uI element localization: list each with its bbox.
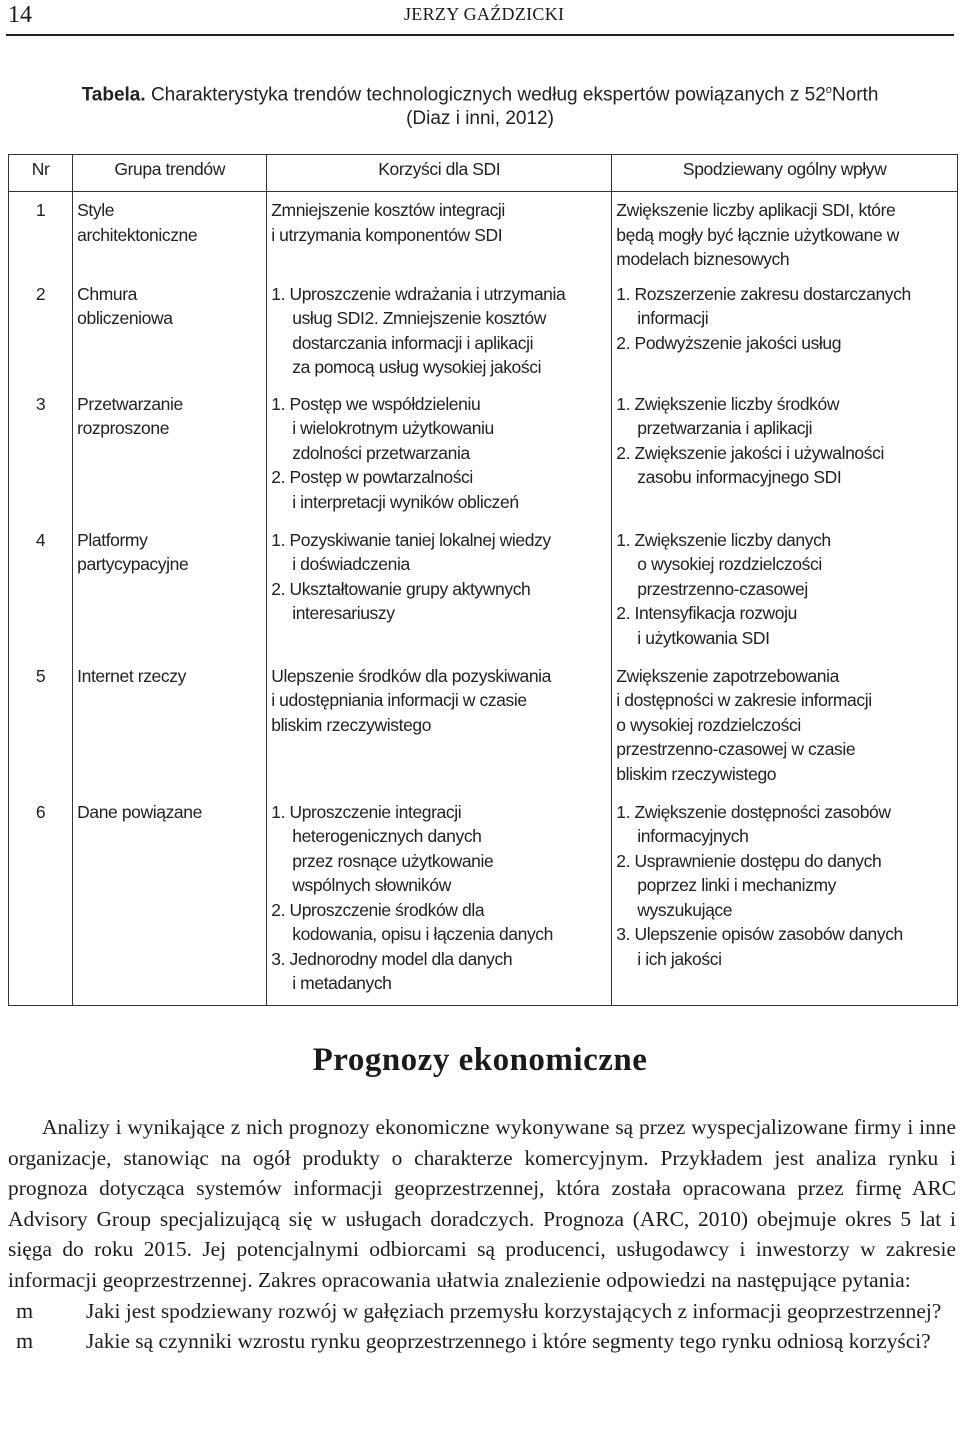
impact-line: o wysokiej rozdzielczości bbox=[637, 554, 822, 574]
cell-impact bbox=[612, 522, 958, 658]
bullet-item bbox=[8, 1296, 956, 1327]
benefit-line: 1. Pozyskiwanie taniej lokalnej wiedzy bbox=[271, 529, 551, 550]
benefit-line: i interpretacji wyników obliczeń bbox=[292, 491, 519, 512]
benefit-line: interesariuszy bbox=[292, 603, 395, 623]
header-rule bbox=[6, 34, 954, 36]
impact-line: Zwiększenie liczby aplikacji SDI, które bbox=[616, 200, 896, 220]
benefit-line: zdolności przetwarzania bbox=[292, 442, 470, 463]
benefit-line: 2. Uproszczenie środków dla bbox=[271, 899, 485, 920]
impact-line: 3. Ulepszenie opisów zasobów danych bbox=[616, 924, 903, 944]
benefit-line: 3. Jednorodny model dla danych bbox=[271, 948, 513, 969]
impact-line: wyszukujące bbox=[637, 899, 733, 920]
benefit-line: i metadanych bbox=[292, 973, 392, 993]
benefit-line: 2. Postęp w powtarzalności bbox=[271, 467, 473, 487]
body-text bbox=[8, 1112, 956, 1357]
cell-benefits bbox=[267, 658, 612, 794]
cell-benefits bbox=[267, 276, 612, 386]
impact-line: i dostępności w zakresie informacji bbox=[616, 690, 872, 710]
impact-line: 1. Zwiększenie liczby danych bbox=[616, 529, 831, 550]
benefit-line: i udostępniania informacji w czasie bbox=[271, 690, 527, 710]
table-row bbox=[9, 658, 958, 794]
bullet-text: Jaki jest spodziewany rozwój w gałęziach przemysłu korzystających z informacji geoprzestrzennej? bbox=[86, 1298, 942, 1323]
cell-benefits bbox=[267, 386, 612, 522]
benefit-line: 2. Ukształtowanie grupy aktywnych bbox=[271, 578, 531, 599]
trends-table bbox=[8, 154, 958, 1006]
header-impact: Spodziewany ogólny wpływ bbox=[612, 155, 958, 192]
cell-group bbox=[73, 192, 267, 276]
cell-nr: 3 bbox=[9, 386, 73, 522]
impact-line: o wysokiej rozdzielczości bbox=[616, 714, 801, 735]
group-line: Internet rzeczy bbox=[77, 665, 186, 686]
benefit-line: 1. Uproszczenie wdrażania i utrzymania bbox=[271, 283, 566, 304]
benefit-line: Zmniejszenie kosztów integracji bbox=[271, 200, 505, 220]
bullet-marker: m bbox=[16, 1328, 34, 1354]
cell-group bbox=[73, 386, 267, 522]
impact-line: bliskim rzeczywistego bbox=[616, 763, 777, 784]
impact-line: modelach biznesowych bbox=[616, 249, 790, 269]
benefit-line: i utrzymania komponentów SDI bbox=[271, 224, 503, 245]
cell-impact bbox=[612, 276, 958, 386]
impact-line: 1. Zwiększenie liczby środków bbox=[616, 393, 840, 414]
impact-line: przestrzenno-czasowej w czasie bbox=[616, 739, 856, 759]
cell-nr: 6 bbox=[9, 794, 73, 1006]
benefit-line: wspólnych słowników bbox=[292, 875, 451, 895]
impact-line: 2. Podwyższenie jakości usług bbox=[616, 332, 842, 353]
cell-group bbox=[73, 522, 267, 658]
table-caption bbox=[40, 78, 920, 131]
bullet-item bbox=[8, 1326, 956, 1357]
header-group: Grupa trendów bbox=[73, 155, 267, 192]
bullet-marker: m bbox=[16, 1297, 34, 1323]
impact-line: przetwarzania i aplikacji bbox=[637, 418, 813, 438]
impact-line: 1. Rozszerzenie zakresu dostarczanych bbox=[616, 283, 911, 304]
impact-line: 2. Intensyfikacja rozwoju bbox=[616, 603, 797, 623]
table-row bbox=[9, 276, 958, 386]
cell-nr: 1 bbox=[9, 192, 73, 276]
cell-impact bbox=[612, 794, 958, 1006]
benefit-line: heterogenicznych danych bbox=[292, 826, 482, 846]
header-benefits: Korzyści dla SDI bbox=[267, 155, 612, 192]
cell-nr: 2 bbox=[9, 276, 73, 386]
group-line: Platformy bbox=[77, 529, 148, 550]
impact-line: poprzez linki i mechanizmy bbox=[637, 875, 836, 895]
benefit-line: 1. Postęp we współdzieleniu bbox=[271, 393, 481, 414]
cell-group bbox=[73, 276, 267, 386]
table-row bbox=[9, 522, 958, 658]
cell-benefits bbox=[267, 522, 612, 658]
benefit-line: bliskim rzeczywistego bbox=[271, 714, 432, 735]
caption-text: Charakterystyka trendów technologicznych według ekspertów powiązanych z 52 bbox=[150, 84, 826, 106]
benefit-line: za pomocą usług wysokiej jakości bbox=[292, 357, 542, 377]
group-line: obliczeniowa bbox=[77, 308, 173, 328]
page-header bbox=[0, 0, 960, 34]
benefit-line: usług SDI2. Zmniejszenie kosztów bbox=[292, 308, 546, 328]
cell-nr: 4 bbox=[9, 522, 73, 658]
bullet-list bbox=[8, 1296, 956, 1357]
benefit-line: 1. Uproszczenie integracji bbox=[271, 801, 462, 822]
table-row bbox=[9, 192, 958, 276]
impact-line: informacyjnych bbox=[637, 826, 749, 846]
group-line: rozproszone bbox=[77, 418, 170, 438]
cell-nr: 5 bbox=[9, 658, 73, 794]
caption-source: (Diaz i inni, 2012) bbox=[406, 108, 554, 130]
page-number: 14 bbox=[8, 2, 32, 28]
benefit-line: i wielokrotnym użytkowaniu bbox=[292, 418, 494, 438]
impact-line: 1. Zwiększenie dostępności zasobów bbox=[616, 801, 891, 822]
impact-line: Zwiększenie zapotrzebowania bbox=[616, 665, 839, 686]
bullet-text: Jakie są czynniki wzrostu rynku geoprzestrzennego i które segmenty tego rynku odniosą korzyści? bbox=[86, 1329, 931, 1354]
caption-sup: o bbox=[825, 84, 832, 96]
group-line: Chmura bbox=[77, 283, 137, 304]
table-header-row bbox=[9, 155, 958, 192]
group-line: Style bbox=[77, 200, 115, 220]
section-title: Prognozy ekonomiczne bbox=[312, 1042, 648, 1078]
benefit-line: dostarczania informacji i aplikacji bbox=[292, 332, 534, 353]
table-row bbox=[9, 794, 958, 1006]
impact-line: informacji bbox=[637, 308, 709, 328]
body-paragraph: Analizy i wynikające z nich prognozy ekonomiczne wykonywane są przez wyspecjalizowane firmy i inne organizacje, stanowiąc na ogół produkty o charakterze komercyjnym. Przykładem jest analiza rynku i prognoza dotycząca systemów informacji geoprzestrzennej, która została opracowana przez firmę ARC Advisory Group specjalizującą się w usługach doradczych. Prognoza (ARC, 2010) obejmuje okres 5 lat i sięga do roku 2015. Jej potencjalnymi odbiorcami są producenci, usługodawcy i inwestorzy w zakresie informacji geoprzestrzennej. Zakres opracowania ułatwia znalezienie odpowiedzi na następujące pytania: bbox=[8, 1115, 956, 1292]
cell-group bbox=[73, 658, 267, 794]
benefit-line: i doświadczenia bbox=[292, 554, 410, 574]
group-line: Dane powiązane bbox=[77, 801, 202, 822]
header-nr: Nr bbox=[9, 155, 73, 192]
impact-line: 2. Usprawnienie dostępu do danych bbox=[616, 850, 882, 871]
caption-text-end: North bbox=[831, 84, 879, 106]
caption-label: Tabela. bbox=[81, 84, 146, 106]
table-row bbox=[9, 386, 958, 522]
running-head: JERZY GAŹDZICKI bbox=[404, 4, 565, 24]
cell-impact bbox=[612, 386, 958, 522]
cell-benefits bbox=[267, 192, 612, 276]
cell-group bbox=[73, 794, 267, 1006]
impact-line: i ich jakości bbox=[637, 948, 722, 969]
group-line: partycypacyjne bbox=[77, 554, 189, 574]
impact-line: 2. Zwiększenie jakości i używalności bbox=[616, 442, 884, 463]
impact-line: będą mogły być łącznie użytkowane w bbox=[616, 224, 899, 245]
group-line: Przetwarzanie bbox=[77, 393, 183, 414]
impact-line: i użytkowania SDI bbox=[637, 627, 770, 648]
cell-benefits bbox=[267, 794, 612, 1006]
cell-impact bbox=[612, 192, 958, 276]
benefit-line: kodowania, opisu i łączenia danych bbox=[292, 924, 553, 944]
benefit-line: przez rosnące użytkowanie bbox=[292, 850, 494, 871]
benefit-line: Ulepszenie środków dla pozyskiwania bbox=[271, 665, 551, 686]
group-line: architektoniczne bbox=[77, 224, 198, 245]
cell-impact bbox=[612, 658, 958, 794]
impact-line: zasobu informacyjnego SDI bbox=[637, 467, 842, 487]
impact-line: przestrzenno-czasowej bbox=[637, 578, 808, 599]
